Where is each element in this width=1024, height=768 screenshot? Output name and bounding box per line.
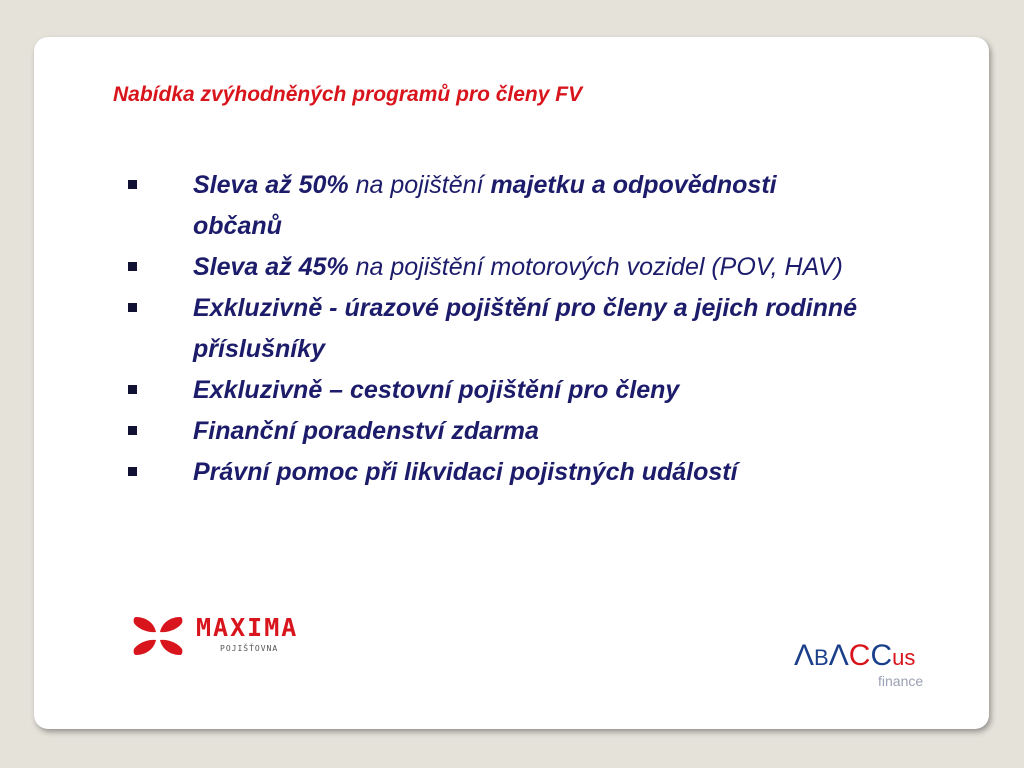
bullet-text: na pojištění — [348, 171, 491, 199]
square-bullet-icon — [128, 467, 137, 476]
slide-title: Nabídka zvýhodněných programů pro členy FV — [113, 83, 583, 106]
square-bullet-icon — [128, 385, 137, 394]
maxima-logo-subtitle: POJIŠŤOVNA — [220, 644, 279, 653]
square-bullet-icon — [128, 262, 137, 271]
abaccus-letter: Λ — [794, 639, 815, 672]
bullet-item — [125, 452, 955, 493]
bullet-text: majetku a odpovědnosti — [490, 171, 777, 199]
bullet-item — [125, 411, 955, 452]
bullet-text: Sleva až 45% — [193, 253, 349, 281]
bullet-item — [125, 370, 955, 411]
bullet-list — [125, 165, 955, 493]
bullet-text: Exkluzivně – cestovní pojištění pro členy — [193, 376, 680, 404]
maxima-logo — [132, 613, 332, 659]
abaccus-logo-wordmark — [794, 639, 915, 673]
abaccus-logo — [794, 639, 944, 699]
bullet-line — [193, 329, 955, 370]
bullet-text: Sleva až 50% — [193, 171, 349, 199]
bullet-line — [193, 411, 955, 452]
abaccus-letter: B — [814, 645, 829, 670]
square-bullet-icon — [128, 303, 137, 312]
bullet-item — [125, 165, 955, 247]
bullet-line — [193, 288, 955, 329]
maxima-logo-wordmark: MAXIMA — [196, 613, 299, 642]
abaccus-letter: Λ — [828, 639, 849, 672]
abaccus-letter: C — [870, 639, 893, 672]
bullet-text: Finanční poradenství zdarma — [193, 417, 539, 445]
maxima-butterfly-icon — [132, 615, 184, 657]
bullet-text: příslušníky — [193, 335, 325, 363]
square-bullet-icon — [128, 180, 137, 189]
bullet-item — [125, 288, 955, 370]
bullet-line — [193, 370, 955, 411]
square-bullet-icon — [128, 426, 137, 435]
bullet-text: Právní pomoc při likvidaci pojistných událostí — [193, 458, 738, 486]
abaccus-letter: C — [848, 639, 871, 672]
slide — [34, 37, 989, 729]
bullet-line — [193, 206, 955, 247]
bullet-line — [193, 452, 955, 493]
bullet-text: Exkluzivně - úrazové pojištění pro členy a jejich rodinné — [193, 294, 858, 322]
bullet-line — [193, 165, 955, 206]
bullet-text: občanů — [193, 212, 282, 240]
bullet-text: na pojištění motorových vozidel (POV, HAV) — [348, 253, 843, 281]
abaccus-logo-subtitle: finance — [878, 673, 924, 689]
bullet-line — [193, 247, 955, 288]
bullet-item — [125, 247, 955, 288]
abaccus-letter: us — [892, 645, 916, 670]
